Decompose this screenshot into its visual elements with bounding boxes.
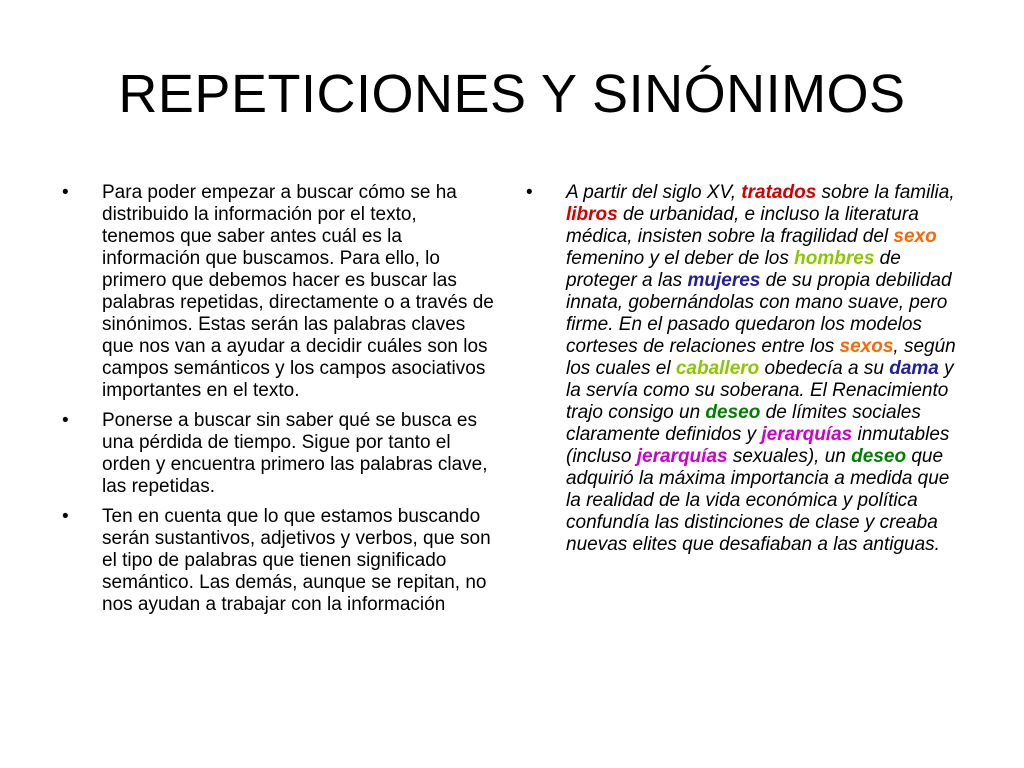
paragraph-text-segment: , según los cuales el bbox=[566, 336, 956, 379]
paragraph-text-segment: que adquirió la máxima importancia a medida que la realidad de la vida económica y política confundía las distinciones de clase y creaba nuevas elites que desafiaban a las antiguas. bbox=[566, 446, 950, 555]
highlighted-word: libros bbox=[566, 204, 618, 225]
right-bullet-list bbox=[526, 182, 966, 564]
highlighted-word: deseo bbox=[705, 402, 761, 423]
paragraph-text-segment: inmutables (incluso bbox=[566, 424, 950, 467]
left-bullet-text-3: Ten en cuenta que lo que estamos buscando serán sustantivos, adjetivos y verbos, que son el tipo de palabras que tienen significado semántico. Las demás, aunque se repitan, no nos ayudan a trabajar con la información bbox=[102, 506, 491, 615]
paragraph-text-segment: sexuales), un bbox=[727, 446, 852, 467]
highlighted-word: mujeres bbox=[687, 270, 761, 291]
paragraph-text-segment: obedecía a su bbox=[759, 358, 890, 379]
left-bullet-item-3 bbox=[62, 506, 494, 616]
highlighted-word: caballero bbox=[675, 358, 760, 379]
left-bullet-text-2: Ponerse a buscar sin saber qué se busca es una pérdida de tiempo. Sigue por tanto el orden y encuentra primero las palabras clave, las repetidas. bbox=[102, 410, 488, 497]
bullet-icon: • bbox=[62, 182, 69, 203]
highlighted-word: jerarquías bbox=[636, 446, 728, 467]
left-bullet-list bbox=[62, 182, 494, 624]
paragraph-text-segment: A partir del siglo XV, bbox=[566, 182, 742, 203]
paragraph-text-segment: de límites sociales claramente definidos y bbox=[566, 402, 921, 445]
highlighted-word: deseo bbox=[851, 446, 907, 467]
highlighted-word: dama bbox=[889, 358, 939, 379]
paragraph-text-segment: sobre la familia, bbox=[816, 182, 955, 203]
slide-title: REPETICIONES Y SINÓNIMOS bbox=[118, 64, 906, 124]
paragraph-text-segment: y la servía como su soberana. El Renacimiento trajo consigo un bbox=[566, 358, 954, 423]
highlighted-word: hombres bbox=[794, 248, 875, 269]
left-bullet-item-1 bbox=[62, 182, 494, 402]
left-bullet-item-2 bbox=[62, 410, 494, 498]
highlighted-word: sexo bbox=[893, 226, 937, 247]
bullet-icon: • bbox=[62, 506, 69, 527]
highlighted-paragraph bbox=[566, 182, 956, 555]
left-bullet-text-1: Para poder empezar a buscar cómo se ha distribuido la información por el texto, tenemos que saber antes cuál es la información que buscamos. Para ello, lo primero que debemos hacer es buscar las palabras repetidas, directamente o a través de sinónimos. Estas serán las palabras claves que nos van a ayudar a decidir cuáles son los campos semánticos y los campos asociativos importantes en el texto. bbox=[102, 182, 494, 401]
highlighted-word: jerarquías bbox=[761, 424, 853, 445]
highlighted-word: tratados bbox=[741, 182, 817, 203]
paragraph-text-segment: de urbanidad, e incluso la literatura médica, insisten sobre la fragilidad del bbox=[566, 204, 919, 247]
bullet-icon: • bbox=[62, 410, 69, 431]
right-bullet-item bbox=[526, 182, 966, 556]
paragraph-text-segment: de su propia debilidad innata, gobernándolas con mano suave, pero firme. En el pasado quedaron los modelos corteses de relaciones entre los bbox=[566, 270, 952, 357]
highlighted-word: sexos bbox=[839, 336, 894, 357]
paragraph-text-segment: de proteger a las bbox=[566, 248, 901, 291]
paragraph-text-segment: femenino y el deber de los bbox=[566, 248, 795, 269]
bullet-icon: • bbox=[526, 182, 533, 203]
